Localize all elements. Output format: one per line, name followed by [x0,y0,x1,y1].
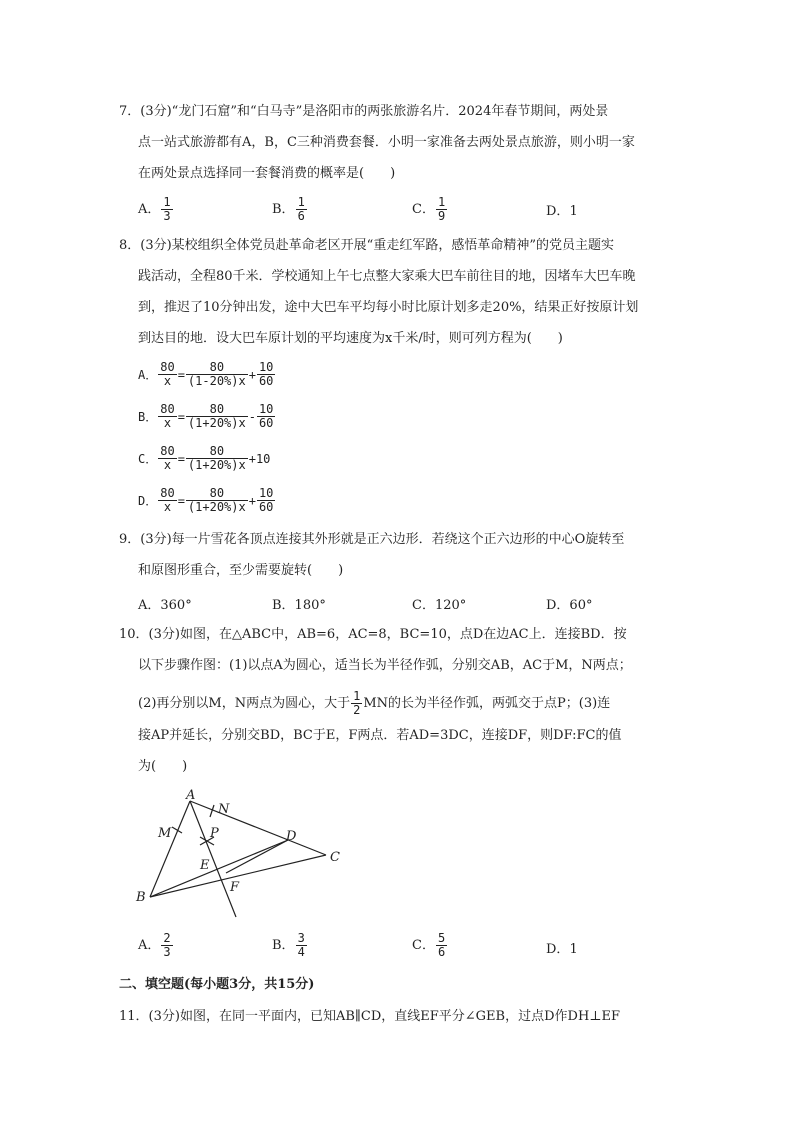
label-b: B [136,890,146,905]
q7-option-a[interactable]: A． $\frac{1}{3}$ [138,195,171,223]
q10-line-2: 以下步骤作图：(1)以点A为圆心，适当长为半径作弧，分别交AB，AC于M，N两点； [138,658,632,673]
q10-line-5: 为( ) [138,759,188,774]
fraction: $\frac{1}{9}$ [437,195,446,223]
q7-option-d[interactable]: D．1 [546,204,578,219]
q8-line-4: 到达目的地．设大巴车原计划的平均速度为x千米/时，则可列方程为( ) [138,331,563,346]
q9-option-b[interactable]: B．180° [272,598,326,613]
label-d: D [286,829,297,844]
q8-line-3: 到，推迟了10分钟出发，途中大巴车平均每小时比原计划多走20%，结果正好按原计划 [138,300,639,315]
label-c: C [330,850,340,865]
q7-line-2: 点一站式旅游都有A，B，C三种消费套餐．小明一家准备去两处景点旅游，则小明一家 [138,135,635,150]
q10-line-1: 10．(3分)如图，在△ABC中，AB=6，AC=8，BC=10，点D在边AC上．连接BD．按 [119,627,627,642]
label-f: F [230,880,240,895]
q7-line-1: 7．(3分)“龙门石窟”和“白马寺”是洛阳市的两张旅游名片．2024年春节期间，两处景 [119,104,609,119]
label-e: E [200,858,210,873]
q8-option-d[interactable]: D． $\frac{80}{x}$ = $\frac{80}{(1+20\%)x}$ + $\frac{10}{60}$ [138,486,274,514]
section-heading: 二、填空题(每小题3分，共15分) [119,977,315,992]
q10-option-a[interactable]: A． $\frac{2}{3}$ [138,931,171,959]
q8-line-1: 8．(3分)某校组织全体党员赴革命老区开展“重走红军路，感悟革命精神”的党员主题实 [119,238,614,253]
label-a: A [186,788,196,803]
q10-line-4: 接AP并延长，分别交BD，BC于E，F两点．若AD=3DC，连接DF，则DF:FC的值 [138,728,622,743]
q7-line-3: 在两处景点选择同一套餐消费的概率是( ) [138,166,396,181]
label-p: P [210,826,219,841]
q9-line-1: 9．(3分)每一片雪花各顶点连接其外形就是正六边形．若绕这个正六边形的中心O旋转至 [119,532,625,547]
segment-af [190,801,236,917]
q10-option-d[interactable]: D．1 [546,942,578,957]
q8-option-a[interactable]: A． $\frac{80}{x}$ = $\frac{80}{(1-20\%)x}$ + $\frac{10}{60}$ [138,360,274,388]
q10-option-b[interactable]: B． $\frac{3}{4}$ [272,931,305,959]
q8-line-2: 践活动，全程80千米．学校通知上午七点整大家乘大巴车前往目的地，因堵车大巴车晚 [138,269,636,284]
fraction: $\frac{1}{3}$ [163,195,171,223]
q11-line-1: 11．(3分)如图，在同一平面内，已知AB∥CD，直线EF平分∠GEB，过点D作DH⊥EF [119,1009,621,1024]
triangle-figure [130,785,360,920]
q8-option-b[interactable]: B． $\frac{80}{x}$ = $\frac{80}{(1+20\%)x}$ - $\frac{10}{60}$ [138,402,274,430]
q9-option-d[interactable]: D．60° [546,598,593,613]
segment-df [226,840,288,873]
label-m: M [158,826,172,841]
q7-option-c[interactable]: C． $\frac{1}{9}$ [412,195,446,223]
q10-option-c[interactable]: C． $\frac{5}{6}$ [412,931,446,959]
arc-mark-n [210,805,214,817]
q9-line-2: 和原图形重合，至少需要旋转( ) [138,563,344,578]
q8-option-c[interactable]: C． $\frac{80}{x}$ = $\frac{80}{(1+20\%)x}$ +10 [138,444,271,472]
q10-line-3: (2)再分别以M，N两点为圆心，大于 $\frac{1}{2}$ MN的长为半径作弧，两弧交于点P；(3)连 [138,689,611,717]
label-n: N [218,802,230,817]
q9-option-c[interactable]: C．120° [412,598,467,613]
fraction: $\frac{1}{6}$ [297,195,305,223]
q9-option-a[interactable]: A．360° [138,598,192,613]
q7-option-b[interactable]: B． $\frac{1}{6}$ [272,195,305,223]
fraction-half: $\frac{1}{2}$ [353,689,361,717]
